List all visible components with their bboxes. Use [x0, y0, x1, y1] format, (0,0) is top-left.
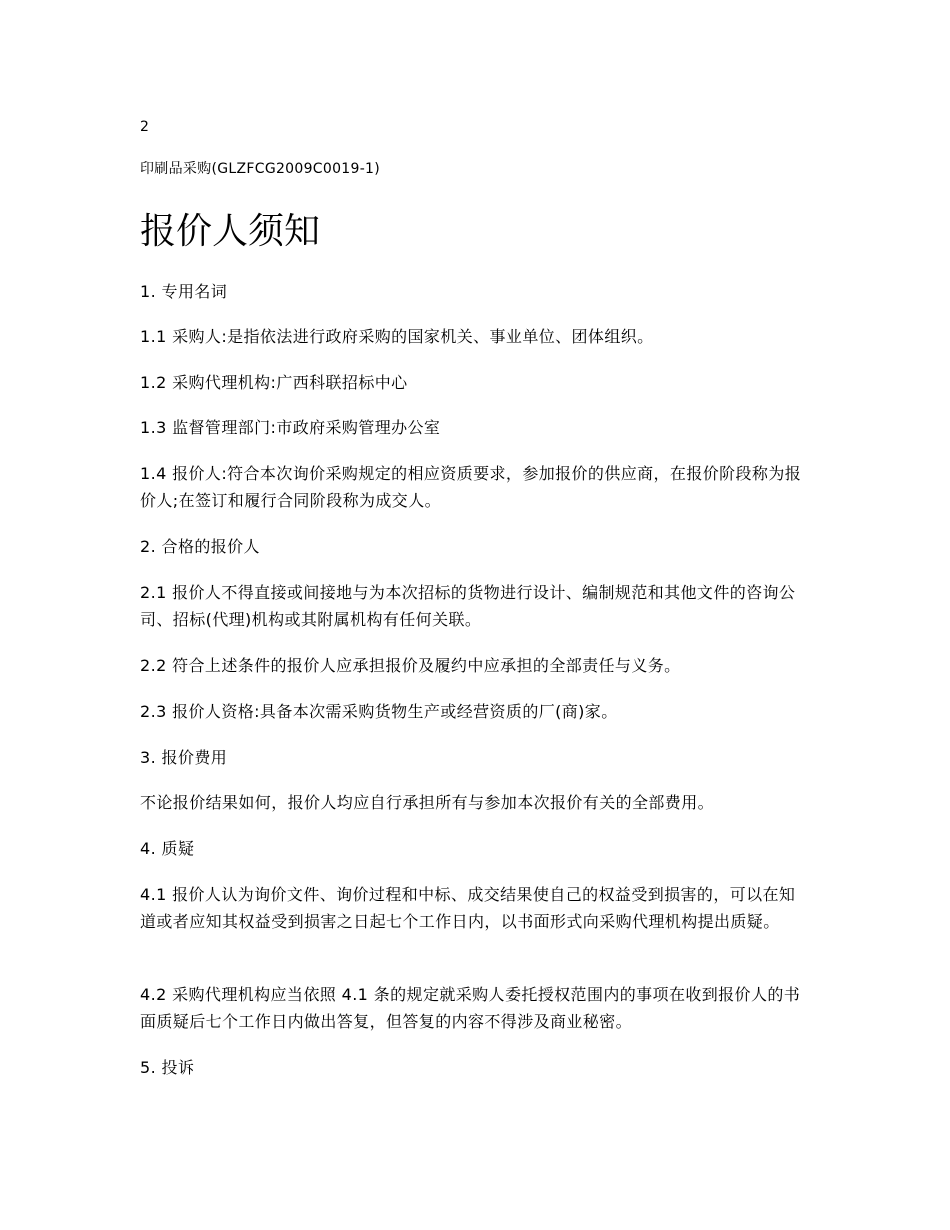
paragraph-2-1: 2.1 报价人不得直接或间接地与为本次招标的货物进行设计、编制规范和其他文件的咨询公司、招标(代理)机构或其附属机构有任何关联。: [140, 583, 796, 629]
paragraph-4-1: 4.1 报价人认为询价文件、询价过程和中标、成交结果使自己的权益受到损害的，可以在知道或者应知其权益受到损害之日起七个工作日内，以书面形式向采购代理机构提出质疑。: [140, 885, 796, 931]
section-heading-1: 1. 专用名词: [140, 282, 228, 301]
paragraph-2-3: 2.3 报价人资格:具备本次需采购货物生产或经营资质的厂(商)家。: [140, 702, 618, 721]
document-title: 报价人须知: [140, 211, 321, 252]
section-heading-4: 4. 质疑: [140, 839, 195, 858]
paragraph-1-4: 1.4 报价人:符合本次询价采购规定的相应资质要求，参加报价的供应商，在报价阶段称为报价人;在签订和履行合同阶段称为成交人。: [140, 464, 802, 510]
paragraph-4-2: 4.2 采购代理机构应当依照 4.1 条的规定就采购人委托授权范围内的事项在收到报价人的书面质疑后七个工作日内做出答复，但答复的内容不得涉及商业秘密。: [140, 985, 801, 1031]
paragraph-1-3: 1.3 监督管理部门:市政府采购管理办公室: [140, 418, 441, 437]
section-heading-5: 5. 投诉: [140, 1058, 195, 1077]
project-reference: 印刷品采购(GLZFCG2009C0019-1): [140, 161, 381, 177]
paragraph-1-2: 1.2 采购代理机构:广西科联招标中心: [140, 373, 408, 392]
page-number: 2: [140, 119, 149, 135]
section-heading-3: 3. 报价费用: [140, 748, 228, 767]
section-heading-2: 2. 合格的报价人: [140, 537, 260, 556]
paragraph-3: 不论报价结果如何，报价人均应自行承担所有与参加本次报价有关的全部费用。: [140, 793, 715, 812]
paragraph-1-1: 1.1 采购人:是指依法进行政府采购的国家机关、事业单位、团体组织。: [140, 327, 654, 346]
paragraph-2-2: 2.2 符合上述条件的报价人应承担报价及履约中应承担的全部责任与义务。: [140, 656, 681, 675]
